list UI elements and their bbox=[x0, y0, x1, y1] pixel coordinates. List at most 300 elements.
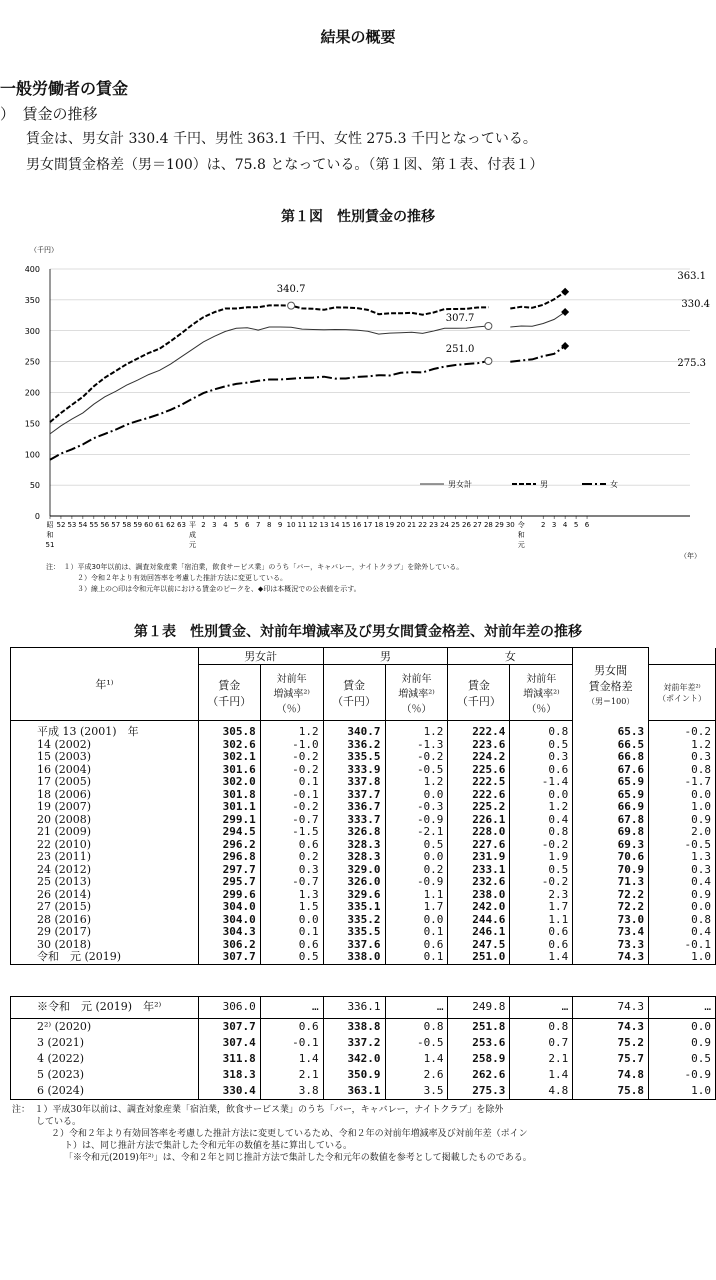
table-row bbox=[11, 926, 716, 939]
x-unit-label: （年） bbox=[680, 552, 701, 560]
rate-header-total: 対前年 増減率²⁾ （％） bbox=[260, 665, 323, 721]
value-cell: 1.2 bbox=[510, 801, 573, 814]
value-cell: 3.8 bbox=[260, 1083, 323, 1100]
value-cell: 0.6 bbox=[510, 939, 573, 952]
x-tick-label: 和 bbox=[517, 531, 525, 539]
x-tick-label: 63 bbox=[177, 521, 186, 529]
value-cell: 0.3 bbox=[510, 751, 573, 764]
value-cell: 302.0 bbox=[198, 776, 260, 789]
value-cell: -0.1 bbox=[649, 939, 716, 952]
value-cell: 0.9 bbox=[649, 889, 716, 902]
x-tick-label: 25 bbox=[451, 521, 460, 529]
value-cell: 307.7 bbox=[198, 1018, 260, 1035]
value-cell: 0.7 bbox=[510, 1035, 573, 1051]
x-tick-label: 5 bbox=[234, 521, 239, 529]
value-cell: 333.7 bbox=[323, 814, 385, 827]
x-tick-label: 昭 bbox=[46, 521, 54, 529]
x-tick-label: 2 bbox=[201, 521, 206, 529]
year-cell: 19 (2007) bbox=[11, 801, 199, 814]
table-row bbox=[11, 721, 716, 739]
value-cell: 1.0 bbox=[649, 951, 716, 964]
table-note-2b: ト）は、同じ推計方法で集計した令和元年の数値を基に算出している。 bbox=[64, 1141, 353, 1151]
y-tick-label: 400 bbox=[24, 265, 40, 274]
value-cell: 70.9 bbox=[573, 864, 649, 877]
value-cell: 246.1 bbox=[448, 926, 510, 939]
year-cell: 4 (2022) bbox=[11, 1051, 199, 1067]
wage-table bbox=[10, 647, 716, 965]
value-cell: 1.2 bbox=[385, 721, 448, 739]
value-cell: 307.7 bbox=[198, 951, 260, 964]
value-cell: 225.2 bbox=[448, 801, 510, 814]
value-cell: -0.9 bbox=[385, 814, 448, 827]
value-cell: 0.1 bbox=[385, 951, 448, 964]
value-cell: 306.0 bbox=[198, 997, 260, 1019]
peak-circle bbox=[485, 322, 492, 329]
year-cell: 29 (2017) bbox=[11, 926, 199, 939]
value-cell: 1.3 bbox=[260, 889, 323, 902]
gap-header bbox=[573, 648, 649, 721]
legend-label: 男女計 bbox=[448, 480, 472, 489]
value-cell: 66.8 bbox=[573, 751, 649, 764]
section-heading: 一般労働者の賃金 bbox=[0, 79, 129, 98]
value-cell: … bbox=[510, 997, 573, 1019]
value-cell: -0.9 bbox=[649, 1067, 716, 1083]
value-cell: 0.6 bbox=[385, 939, 448, 952]
value-cell: 1.4 bbox=[510, 951, 573, 964]
value-cell: 330.4 bbox=[198, 1083, 260, 1100]
value-cell: 333.9 bbox=[323, 764, 385, 777]
x-tick-label: 4 bbox=[562, 521, 568, 529]
x-tick-label: 元 bbox=[188, 541, 196, 549]
value-cell: 307.4 bbox=[198, 1035, 260, 1051]
value-cell: 304.3 bbox=[198, 926, 260, 939]
value-cell: 247.5 bbox=[448, 939, 510, 952]
value-cell: 67.8 bbox=[573, 814, 649, 827]
value-cell: 335.5 bbox=[323, 751, 385, 764]
value-cell: 4.8 bbox=[510, 1083, 573, 1100]
x-tick-label: 平 bbox=[188, 521, 196, 529]
x-tick-label: 18 bbox=[374, 521, 384, 529]
y-tick-label: 350 bbox=[24, 295, 40, 305]
value-cell: 0.6 bbox=[510, 764, 573, 777]
year-cell: 20 (2008) bbox=[11, 814, 199, 827]
rate-header-female: 対前年 増減率²⁾ （％） bbox=[510, 665, 573, 721]
value-annotation: 330.4 bbox=[681, 299, 710, 310]
value-cell: … bbox=[260, 997, 323, 1019]
value-cell: -0.2 bbox=[260, 801, 323, 814]
value-cell: 0.2 bbox=[260, 851, 323, 864]
x-tick-label: 22 bbox=[418, 521, 428, 529]
table-row bbox=[11, 801, 716, 814]
value-cell: 223.6 bbox=[448, 739, 510, 752]
value-cell: 1.2 bbox=[649, 739, 716, 752]
value-cell: 299.6 bbox=[198, 889, 260, 902]
value-cell: 336.2 bbox=[323, 739, 385, 752]
value-annotation: 307.7 bbox=[445, 313, 475, 324]
x-tick-label: 28 bbox=[483, 521, 493, 529]
value-cell: 1.4 bbox=[385, 1051, 448, 1067]
group-header-female: 女 bbox=[448, 648, 573, 665]
x-tick-label: 和 bbox=[46, 531, 54, 539]
value-cell: 65.9 bbox=[573, 776, 649, 789]
value-cell: 337.8 bbox=[323, 776, 385, 789]
value-cell: 253.6 bbox=[448, 1035, 510, 1051]
value-cell: -0.3 bbox=[385, 801, 448, 814]
value-cell: -0.1 bbox=[260, 1035, 323, 1051]
diff-header: 対前年差²⁾ （ポイント） bbox=[649, 665, 716, 721]
x-tick-label: 62 bbox=[166, 521, 176, 529]
table-body-b bbox=[11, 997, 716, 1100]
value-cell: 242.0 bbox=[448, 901, 510, 914]
year-cell: 6 (2024) bbox=[11, 1083, 199, 1100]
value-cell: 0.3 bbox=[649, 751, 716, 764]
value-cell: 0.8 bbox=[649, 764, 716, 777]
value-cell: 0.0 bbox=[649, 789, 716, 802]
value-cell: 231.9 bbox=[448, 851, 510, 864]
table-note-1: 注： １）平成30年以前は、調査対象産業「宿泊業，飲食サービス業」のうち「バー，キャバレー，ナイトクラブ」を除外 bbox=[12, 1105, 504, 1115]
value-annotation: 363.1 bbox=[677, 271, 706, 282]
value-cell: 0.8 bbox=[649, 914, 716, 927]
wage-header-male: 賃金 （千円） bbox=[323, 665, 385, 721]
value-cell: 0.1 bbox=[385, 926, 448, 939]
value-cell: 2.1 bbox=[510, 1051, 573, 1067]
value-cell: 306.2 bbox=[198, 939, 260, 952]
value-cell: 337.6 bbox=[323, 939, 385, 952]
year-cell: 27 (2015) bbox=[11, 901, 199, 914]
value-cell: 65.3 bbox=[573, 721, 649, 739]
y-tick-label: 50 bbox=[29, 481, 40, 491]
x-tick-label: 19 bbox=[385, 521, 395, 529]
value-cell: 1.7 bbox=[385, 901, 448, 914]
value-cell: 301.1 bbox=[198, 801, 260, 814]
series-line-1 bbox=[50, 305, 488, 422]
table-row bbox=[11, 826, 716, 839]
table-row bbox=[11, 851, 716, 864]
y-tick-label: 150 bbox=[24, 419, 40, 429]
table-note-1b: している。 bbox=[36, 1117, 82, 1127]
year-cell: 2²⁾ (2020) bbox=[11, 1018, 199, 1035]
x-tick-label: 23 bbox=[429, 521, 439, 529]
value-cell: -0.5 bbox=[385, 1035, 448, 1051]
x-tick-label: 2 bbox=[540, 521, 546, 529]
value-cell: 3.5 bbox=[385, 1083, 448, 1100]
year-header: 年¹⁾ bbox=[11, 648, 199, 721]
value-cell: 0.9 bbox=[649, 1035, 716, 1051]
value-cell: -0.5 bbox=[385, 764, 448, 777]
value-cell: 251.0 bbox=[448, 951, 510, 964]
value-cell: -0.7 bbox=[260, 876, 323, 889]
x-tick-label: 54 bbox=[78, 521, 88, 529]
value-cell: 2.1 bbox=[260, 1067, 323, 1083]
wage-header-female: 賃金 （千円） bbox=[448, 665, 510, 721]
value-cell: 336.1 bbox=[323, 997, 385, 1019]
x-tick-label: 29 bbox=[494, 521, 504, 529]
x-tick-label: 21 bbox=[407, 521, 417, 529]
chart-note-2: ２）令和２年より有効回答率を考慮した推計方法に変更している。 bbox=[77, 574, 287, 582]
x-tick-label: 12 bbox=[308, 521, 318, 529]
value-cell: 1.2 bbox=[385, 776, 448, 789]
value-cell: 342.0 bbox=[323, 1051, 385, 1067]
value-cell: 340.7 bbox=[323, 721, 385, 739]
value-cell: 0.4 bbox=[649, 926, 716, 939]
x-tick-label: 8 bbox=[266, 521, 272, 529]
value-cell: 0.6 bbox=[260, 939, 323, 952]
x-tick-label: 7 bbox=[256, 521, 261, 529]
series-line-2 bbox=[50, 361, 488, 460]
value-cell: 0.0 bbox=[649, 1018, 716, 1035]
value-cell: 228.0 bbox=[448, 826, 510, 839]
x-tick-label: 元 bbox=[517, 541, 525, 549]
value-cell: 251.8 bbox=[448, 1018, 510, 1035]
subsection-heading: ） 賃金の推移 bbox=[0, 105, 98, 123]
value-cell: 2.3 bbox=[510, 889, 573, 902]
value-cell: -0.7 bbox=[260, 814, 323, 827]
x-tick-label: 13 bbox=[319, 521, 329, 529]
x-tick-label: 14 bbox=[330, 521, 340, 529]
value-cell: -1.0 bbox=[260, 739, 323, 752]
value-cell: 337.7 bbox=[323, 789, 385, 802]
value-cell: -1.7 bbox=[649, 776, 716, 789]
value-cell: 296.8 bbox=[198, 851, 260, 864]
value-cell: 222.4 bbox=[448, 721, 510, 739]
year-cell: 22 (2010) bbox=[11, 839, 199, 852]
value-cell: 74.3 bbox=[573, 951, 649, 964]
value-cell: 1.2 bbox=[260, 721, 323, 739]
legend-label: 男 bbox=[540, 480, 548, 489]
published-diamond bbox=[561, 308, 569, 316]
value-cell: 329.6 bbox=[323, 889, 385, 902]
y-tick-label: 300 bbox=[24, 326, 40, 336]
value-cell: 222.6 bbox=[448, 789, 510, 802]
value-cell: 305.8 bbox=[198, 721, 260, 739]
value-cell: 226.1 bbox=[448, 814, 510, 827]
value-cell: 75.7 bbox=[573, 1051, 649, 1067]
value-cell: 1.3 bbox=[649, 851, 716, 864]
value-cell: -2.1 bbox=[385, 826, 448, 839]
table-row bbox=[11, 901, 716, 914]
x-tick-label: 61 bbox=[155, 521, 165, 529]
year-cell: 5 (2023) bbox=[11, 1067, 199, 1083]
value-cell: 233.1 bbox=[448, 864, 510, 877]
year-cell: 30 (2018) bbox=[11, 939, 199, 952]
value-cell: 302.6 bbox=[198, 739, 260, 752]
value-cell: 74.3 bbox=[573, 1018, 649, 1035]
value-cell: 0.4 bbox=[649, 876, 716, 889]
value-cell: 0.8 bbox=[510, 1018, 573, 1035]
value-cell: -1.5 bbox=[260, 826, 323, 839]
summary-paragraph-1: 賃金は、男女計 330.4 千円、男性 363.1 千円、女性 275.3 千円となっている。 bbox=[26, 131, 537, 147]
value-cell: 302.1 bbox=[198, 751, 260, 764]
series-line-after-2 bbox=[510, 346, 565, 362]
year-cell: 3 (2021) bbox=[11, 1035, 199, 1051]
value-cell: 1.9 bbox=[510, 851, 573, 864]
value-cell: 0.1 bbox=[260, 926, 323, 939]
value-cell: 338.0 bbox=[323, 951, 385, 964]
x-tick-label: 4 bbox=[223, 521, 228, 529]
table-body-a bbox=[11, 721, 716, 965]
table-row bbox=[11, 1018, 716, 1035]
wage-table-b bbox=[10, 996, 716, 1100]
legend-label: 女 bbox=[610, 480, 618, 489]
chart-title: 第１図 性別賃金の推移 bbox=[281, 209, 435, 225]
value-cell: 0.3 bbox=[649, 864, 716, 877]
year-cell: 14 (2002) bbox=[11, 739, 199, 752]
value-cell: 74.8 bbox=[573, 1067, 649, 1083]
y-tick-label: 0 bbox=[34, 512, 40, 521]
x-tick-label: 成 bbox=[188, 531, 196, 539]
value-cell: 326.8 bbox=[323, 826, 385, 839]
x-tick-label: 10 bbox=[286, 521, 296, 529]
value-cell: 0.5 bbox=[510, 739, 573, 752]
value-cell: 0.6 bbox=[510, 926, 573, 939]
value-cell: 311.8 bbox=[198, 1051, 260, 1067]
value-annotation: 275.3 bbox=[677, 358, 706, 369]
value-cell: 1.5 bbox=[260, 901, 323, 914]
value-cell: 224.2 bbox=[448, 751, 510, 764]
table-row bbox=[11, 997, 716, 1019]
value-cell: -0.2 bbox=[260, 764, 323, 777]
gap-header-label: 男女間 賃金格差 bbox=[588, 663, 633, 693]
value-cell: 0.0 bbox=[260, 914, 323, 927]
y-tick-label: 250 bbox=[24, 357, 40, 367]
year-cell: 16 (2004) bbox=[11, 764, 199, 777]
x-tick-label: 26 bbox=[462, 521, 471, 529]
value-cell: 227.6 bbox=[448, 839, 510, 852]
x-tick-label: 16 bbox=[352, 521, 362, 529]
value-cell: 294.5 bbox=[198, 826, 260, 839]
value-cell: 0.6 bbox=[260, 1018, 323, 1035]
value-cell: -0.2 bbox=[510, 876, 573, 889]
x-tick-label: 30 bbox=[505, 521, 515, 529]
year-cell: 23 (2011) bbox=[11, 851, 199, 864]
x-tick-label: 20 bbox=[396, 521, 406, 529]
table-title: 第１表 性別賃金、対前年増減率及び男女間賃金格差、対前年差の推移 bbox=[134, 624, 582, 640]
value-cell: 297.7 bbox=[198, 864, 260, 877]
value-cell: 238.0 bbox=[448, 889, 510, 902]
value-cell: 296.2 bbox=[198, 839, 260, 852]
value-cell: 1.1 bbox=[510, 914, 573, 927]
value-cell: 299.1 bbox=[198, 814, 260, 827]
value-cell: 0.8 bbox=[510, 721, 573, 739]
page-title: 結果の概要 bbox=[320, 28, 396, 46]
year-cell: ※令和 元 (2019) 年²⁾ bbox=[11, 997, 199, 1019]
value-cell: 69.3 bbox=[573, 839, 649, 852]
value-cell: 1.4 bbox=[260, 1051, 323, 1067]
value-cell: 0.0 bbox=[385, 789, 448, 802]
value-cell: 0.8 bbox=[510, 826, 573, 839]
year-cell: 令和 元 (2019) bbox=[11, 951, 199, 964]
table-row bbox=[11, 1035, 716, 1051]
value-cell: 0.6 bbox=[260, 839, 323, 852]
year-cell: 18 (2006) bbox=[11, 789, 199, 802]
value-cell: 73.0 bbox=[573, 914, 649, 927]
value-cell: 301.6 bbox=[198, 764, 260, 777]
table-row bbox=[11, 1067, 716, 1083]
value-cell: 75.2 bbox=[573, 1035, 649, 1051]
year-cell: 24 (2012) bbox=[11, 864, 199, 877]
value-cell: 363.1 bbox=[323, 1083, 385, 1100]
value-cell: 66.5 bbox=[573, 739, 649, 752]
rate-header-male: 対前年 増減率²⁾ （％） bbox=[385, 665, 448, 721]
y-unit-label: （千円） bbox=[30, 246, 58, 254]
x-tick-label: 6 bbox=[584, 521, 590, 529]
x-tick-label: 9 bbox=[277, 521, 283, 529]
value-cell: 72.2 bbox=[573, 901, 649, 914]
value-cell: 0.5 bbox=[510, 864, 573, 877]
x-tick-label: 3 bbox=[551, 521, 557, 529]
value-cell: 304.0 bbox=[198, 914, 260, 927]
year-cell: 21 (2009) bbox=[11, 826, 199, 839]
value-cell: 74.3 bbox=[573, 997, 649, 1019]
year-cell: 17 (2005) bbox=[11, 776, 199, 789]
x-tick-label: 58 bbox=[122, 521, 132, 529]
value-cell: 329.0 bbox=[323, 864, 385, 877]
value-cell: 75.8 bbox=[573, 1083, 649, 1100]
wage-header-total: 賃金 （千円） bbox=[198, 665, 260, 721]
value-cell: -0.2 bbox=[260, 751, 323, 764]
value-cell: 0.4 bbox=[510, 814, 573, 827]
value-annotation: 251.0 bbox=[445, 344, 475, 355]
value-cell: 0.5 bbox=[260, 951, 323, 964]
value-cell: 0.0 bbox=[385, 914, 448, 927]
value-cell: -1.3 bbox=[385, 739, 448, 752]
x-tick-label: 53 bbox=[67, 521, 77, 529]
value-cell: 0.0 bbox=[385, 851, 448, 864]
x-tick-label: 24 bbox=[440, 521, 450, 529]
x-tick-label: 5 bbox=[573, 521, 579, 529]
value-cell: 328.3 bbox=[323, 839, 385, 852]
peak-circle bbox=[288, 302, 295, 309]
value-cell: 225.6 bbox=[448, 764, 510, 777]
table-row bbox=[11, 1051, 716, 1067]
x-tick-label: 11 bbox=[297, 521, 307, 529]
value-cell: -1.4 bbox=[510, 776, 573, 789]
value-cell: 335.1 bbox=[323, 901, 385, 914]
value-cell: 0.3 bbox=[260, 864, 323, 877]
x-tick-label: 17 bbox=[363, 521, 373, 529]
summary-paragraph-2: 男女間賃金格差（男＝100）は、75.8 となっている。（第１図、第１表、付表１） bbox=[26, 157, 544, 173]
x-tick-label: 59 bbox=[133, 521, 143, 529]
value-cell: 222.5 bbox=[448, 776, 510, 789]
series-line-after-1 bbox=[510, 292, 565, 309]
year-cell: 26 (2014) bbox=[11, 889, 199, 902]
value-cell: 301.8 bbox=[198, 789, 260, 802]
value-cell: 335.2 bbox=[323, 914, 385, 927]
y-tick-label: 200 bbox=[24, 388, 40, 398]
value-cell: 67.6 bbox=[573, 764, 649, 777]
value-cell: -0.2 bbox=[385, 751, 448, 764]
value-cell: 0.9 bbox=[649, 814, 716, 827]
table-note-3: 「※令和元(2019)年²⁾」は、令和２年と同じ推計方法で集計した令和元年の数値を参考として掲載したものである。 bbox=[64, 1153, 532, 1163]
value-cell: … bbox=[385, 997, 448, 1019]
value-cell: 249.8 bbox=[448, 997, 510, 1019]
value-cell: 1.1 bbox=[385, 889, 448, 902]
table-row bbox=[11, 951, 716, 964]
value-cell: 1.0 bbox=[649, 801, 716, 814]
value-cell: 0.0 bbox=[510, 789, 573, 802]
year-cell: 25 (2013) bbox=[11, 876, 199, 889]
y-tick-label: 100 bbox=[24, 450, 40, 460]
x-tick-label: 令 bbox=[517, 521, 525, 529]
table-row bbox=[11, 876, 716, 889]
value-cell: 295.7 bbox=[198, 876, 260, 889]
value-cell: 70.6 bbox=[573, 851, 649, 864]
x-tick-label: 3 bbox=[212, 521, 217, 529]
x-tick-label: 51 bbox=[45, 541, 55, 549]
table-row bbox=[11, 751, 716, 764]
value-cell: 262.6 bbox=[448, 1067, 510, 1083]
x-tick-label: 27 bbox=[472, 521, 482, 529]
